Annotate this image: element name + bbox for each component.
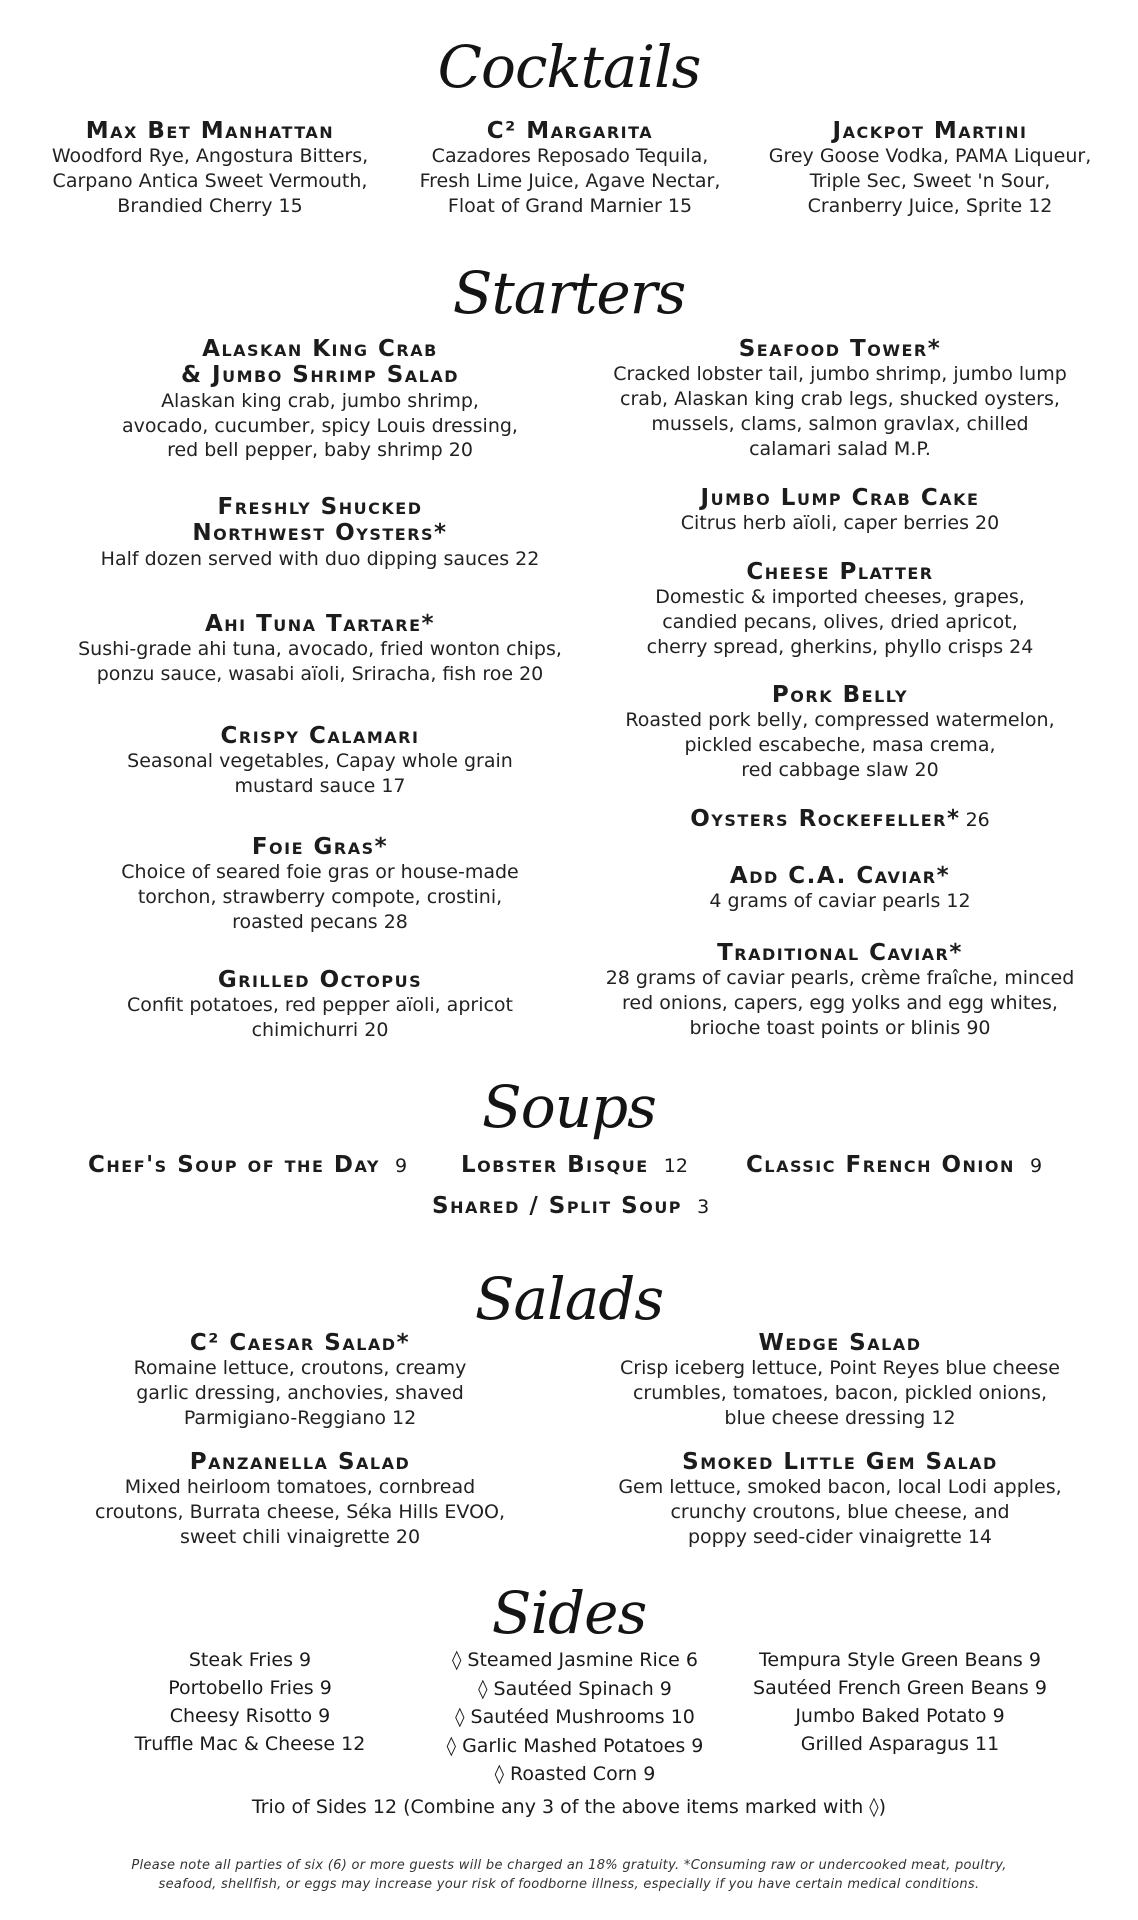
item-price: 26 [965,809,990,831]
gratuity-disclaimer: Please note all parties of six (6) or more guests will be charged an 18% gratuity. *Consuming raw or undercooked meat, poultry, seafood, shellfish, or eggs may increase your risk of foodborne illness, especially if you have certain medical conditions. [131,1858,1007,1892]
item-description: Choice of seared foie gras or house-made torchon, strawberry compote, crostini, roasted pecans 28 [121,861,519,933]
item-name: Chef's Soup of the Day [88,1152,380,1178]
item-name: C² Margarita [486,118,654,144]
item-name: Grilled Octopus [217,967,423,993]
side-item: Grilled Asparagus 11 [800,1733,1000,1755]
soup-item [432,1193,709,1219]
menu-item [580,485,1100,536]
item-name: Oysters Rockefeller* [690,806,961,832]
item-name: Foie Gras* [251,834,389,860]
sides-column-2 [410,1646,740,1789]
item-name: Smoked Little Gem Salad [682,1449,998,1475]
menu-item [580,1330,1100,1431]
item-description: Seasonal vegetables, Capay whole grain mustard sauce 17 [127,750,513,798]
menu-item [60,1449,540,1550]
menu-item [60,967,580,1043]
item-description: Sushi-grade ahi tuna, avocado, fried wonton chips, ponzu sauce, wasabi aïoli, Sriracha, fish roe 20 [78,638,562,686]
side-item: Portobello Fries 9 [168,1677,332,1699]
sides-heading: Sides [491,1579,647,1647]
item-price: 3 [697,1196,710,1218]
item-name: Cheese Platter [746,559,934,585]
item-description: Woodford Rye, Angostura Bitters, Carpano Antica Sweet Vermouth, Brandied Cherry 15 [51,145,369,217]
item-name: C² Caesar Salad* [189,1330,411,1356]
side-item: ◊ Steamed Jasmine Rice 6 [451,1649,699,1671]
item-description: Roasted pork belly, compressed watermelon, pickled escabeche, masa crema, red cabbage slaw 20 [625,709,1055,781]
menu-item [400,118,740,219]
item-name: Jackpot Martini [832,118,1028,144]
soup-item [88,1152,407,1178]
trio-of-sides-note: Trio of Sides 12 (Combine any 3 of the above items marked with ◊) [251,1796,887,1818]
item-name: Alaskan King Crab & Jumbo Shrimp Salad [180,336,460,389]
item-name: Wedge Salad [758,1330,922,1356]
menu-item [60,336,580,463]
item-name: Pork Belly [771,682,909,708]
item-name: Ahi Tuna Tartare* [204,611,436,637]
soup-item [461,1152,688,1178]
salads-heading: Salads [474,1265,664,1333]
side-item: Steak Fries 9 [188,1649,312,1671]
soup-item [746,1152,1042,1178]
menu-item [60,494,580,572]
item-price: 12 [663,1155,688,1177]
item-name: Seafood Tower* [738,336,942,362]
menu-item [60,834,580,935]
side-item: ◊ Roasted Corn 9 [494,1763,656,1785]
side-item: Tempura Style Green Beans 9 [759,1649,1041,1671]
item-name: Crispy Calamari [220,723,420,749]
side-item: Jumbo Baked Potato 9 [795,1705,1005,1727]
side-item: ◊ Sautéed Mushrooms 10 [455,1706,695,1728]
item-name: Traditional Caviar* [717,940,963,966]
menu-item [40,118,380,219]
item-name: Lobster Bisque [461,1152,649,1178]
side-item: Truffle Mac & Cheese 12 [134,1733,366,1755]
side-item: ◊ Garlic Mashed Potatoes 9 [446,1734,704,1757]
sides-column-1 [100,1646,400,1758]
item-description: Crisp iceberg lettuce, Point Reyes blue cheese crumbles, tomatoes, bacon, pickled onions, blue cheese dressing 12 [620,1357,1060,1429]
cocktails-heading: Cocktails [437,33,701,101]
item-description: Cazadores Reposado Tequila, Fresh Lime Juice, Agave Nectar, Float of Grand Marnier 15 [419,145,721,217]
side-item: Sautéed French Green Beans 9 [753,1677,1047,1699]
menu-item [580,336,1100,461]
menu-item [560,940,1120,1041]
item-description: Confit potatoes, red pepper aïoli, apricot chimichurri 20 [126,994,513,1042]
item-description: 28 grams of caviar pearls, crème fraîche, minced red onions, capers, egg yolks and egg whites, brioche toast points or blinis 90 [605,967,1075,1039]
menu-item [580,682,1100,783]
item-description: Citrus herb aïoli, caper berries 20 [680,512,1000,535]
item-name: Classic French Onion [746,1152,1015,1178]
sides-column-3 [730,1646,1070,1758]
menu-item [580,1449,1100,1550]
menu-item [40,611,600,687]
item-description: Mixed heirloom tomatoes, cornbread croutons, Burrata cheese, Séka Hills EVOO, sweet chili vinaigrette 20 [94,1476,506,1548]
item-price: 9 [1029,1155,1043,1177]
item-description: Gem lettuce, smoked bacon, local Lodi apples, crunchy croutons, blue cheese, and poppy seed-cider vinaigrette 14 [618,1476,1062,1548]
item-description: Half dozen served with duo dipping sauces 22 [100,547,540,570]
item-description: Domestic & imported cheeses, grapes, candied pecans, olives, dried apricot, cherry spread, gherkins, phyllo crisps 24 [646,586,1034,658]
side-item: Cheesy Risotto 9 [169,1705,331,1727]
item-description: Alaskan king crab, jumbo shrimp, avocado, cucumber, spicy Louis dressing, red bell pepper, baby shrimp 20 [122,389,518,462]
side-item: ◊ Sautéed Spinach 9 [478,1677,672,1700]
menu-item [750,118,1110,219]
item-description: 4 grams of caviar pearls 12 [709,890,971,913]
item-description: Cracked lobster tail, jumbo shrimp, jumbo lump crab, Alaskan king crab legs, shucked oysters, mussels, clams, salmon gravlax, chilled calamari salad M.P. [613,363,1067,460]
menu-item [580,559,1100,660]
menu-item [60,723,580,799]
item-description: Romaine lettuce, croutons, creamy garlic dressing, anchovies, shaved Parmigiano-Reggiano 12 [133,1357,467,1429]
item-name: Max Bet Manhattan [85,118,335,144]
starters-heading: Starters [452,259,686,327]
item-description: Grey Goose Vodka, PAMA Liqueur, Triple Sec, Sweet 'n Sour, Cranberry Juice, Sprite 12 [768,145,1092,217]
item-name: Jumbo Lump Crab Cake [700,485,980,511]
menu-item [580,806,1100,833]
item-name: Freshly Shucked Northwest Oysters* [192,494,448,547]
item-name: Add C.A. Caviar* [729,863,951,889]
menu-item [580,863,1100,914]
soups-heading: Soups [482,1073,656,1141]
item-name: Shared / Split Soup [432,1193,683,1219]
menu-item [60,1330,540,1431]
item-name: Panzanella Salad [189,1449,411,1475]
item-price: 9 [395,1155,408,1177]
